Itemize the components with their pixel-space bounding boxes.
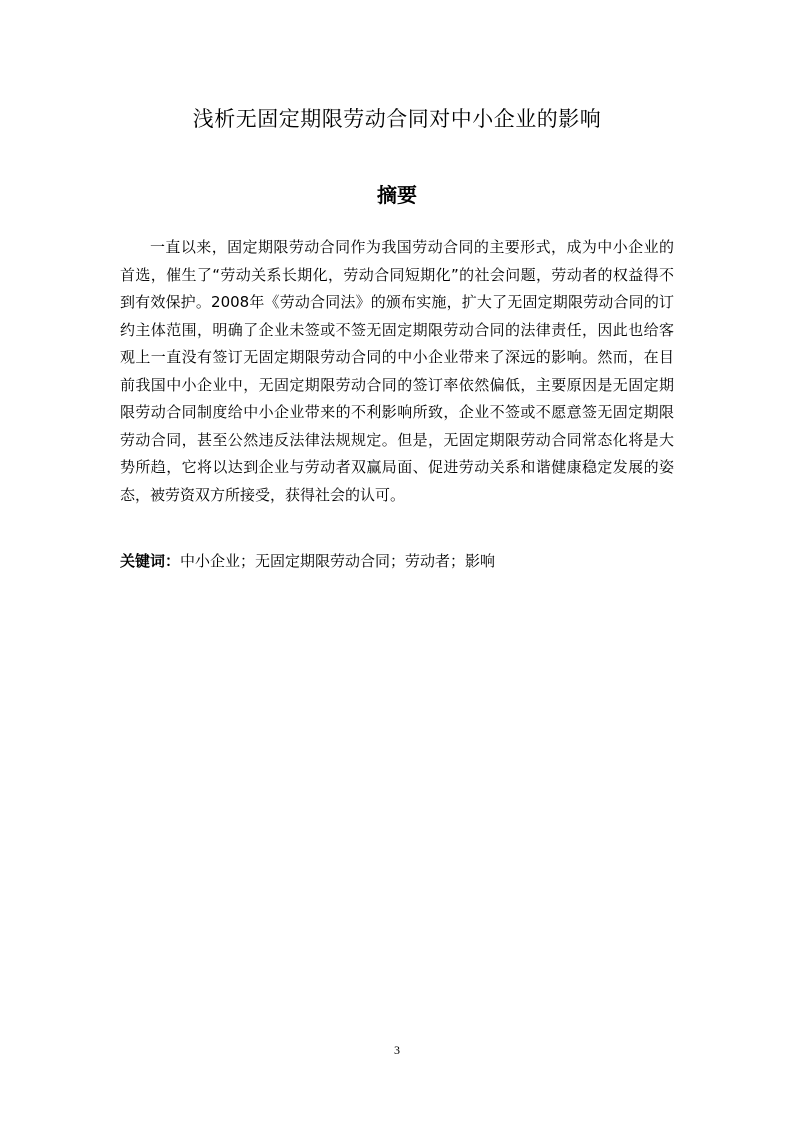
abstract-paragraph: 一直以来，固定期限劳动合同作为我国劳动合同的主要形式，成为中小企业的首选，催生了“劳动关系长期化，劳动合同短期化”的社会问题，劳动者的权益得不到有效保护。2008年《劳动合同法》的颁布实施，扩大了无固定期限劳动合同的订约主体范围，明确了企业未签或不签无固定期限劳动合同的法律责任，因此也给客观上一直没有签订无固定期限劳动合同的中小企业带来了深远的影响。然而，在目前我国中小企业中，无固定期限劳动合同的签订率依然偏低，主要原因是无固定期限劳动合同制度给中小企业带来的不利影响所致，企业不签或不愿意签无固定期限劳动合同，甚至公然违反法律法规规定。但是，无固定期限劳动合同常态化将是大势所趋，它将以达到企业与劳动者双赢局面、促进劳动关系和谐健康稳定发展的姿态，被劳资双方所接受，获得社会的认可。 [120,238,674,504]
keywords-line [120,548,674,575]
page-number: 3 [394,1043,400,1057]
keywords-text: 中小企业；无固定期限劳动合同；劳动者；影响 [180,552,496,570]
abstract-heading: 摘要 [377,183,417,207]
document-title: 浅析无固定期限劳动合同对中小企业的影响 [192,107,602,131]
keywords-label: 关键词： [120,552,181,570]
